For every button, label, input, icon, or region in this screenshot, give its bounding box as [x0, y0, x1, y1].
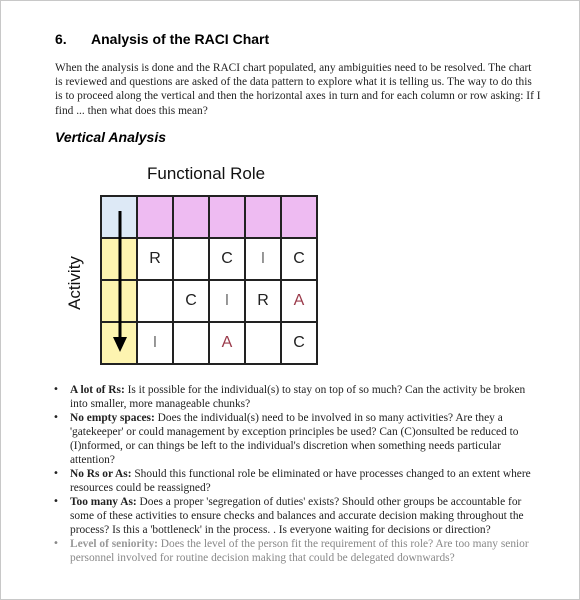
functional-role-label: Functional Role	[147, 164, 266, 183]
bullet-text: Should this functional role be eliminated or have processes changed to an extent where resources could be reassigned?	[70, 468, 531, 494]
bullet-icon: •	[53, 496, 59, 507]
role-header-cell	[245, 196, 281, 238]
raci-cell: I	[209, 280, 245, 322]
raci-cell	[173, 238, 209, 280]
raci-cell	[137, 280, 173, 322]
analysis-bullet-list	[51, 383, 531, 565]
raci-cell: C	[173, 280, 209, 322]
raci-cell	[173, 322, 209, 364]
section-title: Analysis of the RACI Chart	[91, 31, 270, 47]
raci-cell: A	[209, 322, 245, 364]
bullet-lead: No empty spaces:	[70, 412, 155, 424]
subsection-title: Vertical Analysis	[55, 129, 167, 145]
role-header-cell	[137, 196, 173, 238]
bullet-lead: No Rs or As:	[70, 468, 132, 480]
bullet-item	[51, 383, 531, 411]
raci-grid	[100, 195, 318, 365]
raci-cell: I	[245, 238, 281, 280]
bullet-item	[51, 411, 531, 467]
bullet-icon: •	[53, 538, 59, 549]
bullet-icon: •	[53, 412, 59, 423]
bullet-item	[51, 467, 531, 495]
activity-row	[101, 280, 317, 322]
activity-label: Activity	[65, 256, 84, 310]
bullet-icon: •	[53, 384, 59, 395]
bullet-item	[51, 537, 531, 565]
role-header-row	[101, 196, 317, 238]
raci-cell: C	[209, 238, 245, 280]
raci-cell	[245, 322, 281, 364]
bullet-text: Does the individual(s) need to be involved in so many activities? Are they a 'gatekeeper' or could management by exception principles be used? Can (C)onsulted be reduced to (I)nformed, or can things be left to the individual's discretion when something needs particular attention?	[70, 412, 519, 466]
activity-row	[101, 238, 317, 280]
bullet-lead: Too many As:	[70, 496, 137, 508]
raci-cell: R	[137, 238, 173, 280]
raci-cell: A	[281, 280, 317, 322]
activity-row	[101, 322, 317, 364]
bullet-item	[51, 495, 531, 537]
bullet-lead: Level of seniority:	[70, 538, 158, 550]
raci-cell: C	[281, 322, 317, 364]
bullet-text: Does the level of the person fit the requirement of this role? Are too many senior personnel involved for routine decision making that could be delegated downwards?	[70, 538, 529, 564]
role-header-cell	[173, 196, 209, 238]
bullet-lead: A lot of Rs:	[70, 384, 125, 396]
bullet-text: Is it possible for the individual(s) to stay on top of so much? Can the activity be broken into smaller, more manageable chunks?	[70, 384, 526, 410]
role-header-cell	[281, 196, 317, 238]
down-arrow-icon	[113, 211, 127, 353]
raci-cell: R	[245, 280, 281, 322]
role-header-cell	[209, 196, 245, 238]
raci-cell: C	[281, 238, 317, 280]
section-number: 6.	[55, 31, 67, 47]
intro-paragraph: When the analysis is done and the RACI chart populated, any ambiguities need to be resolved. The chart is reviewed and questions are asked of the data pattern to explore what it is telling us. The way to do this is to proceed along the vertical and then the horizontal axes in turn and for each column or row asking: If I find ... then what does this mean?	[55, 62, 541, 117]
raci-cell: I	[137, 322, 173, 364]
bullet-text: Does a proper 'segregation of duties' exists? Should other groups be accountable for some of these activities to ensure checks and balances and accurate decision making throughout the process? Is this a 'bottleneck' in the process. . Is everyone waiting for decisions or direction?	[70, 496, 524, 536]
bullet-icon: •	[53, 468, 59, 479]
section-heading	[55, 31, 269, 47]
